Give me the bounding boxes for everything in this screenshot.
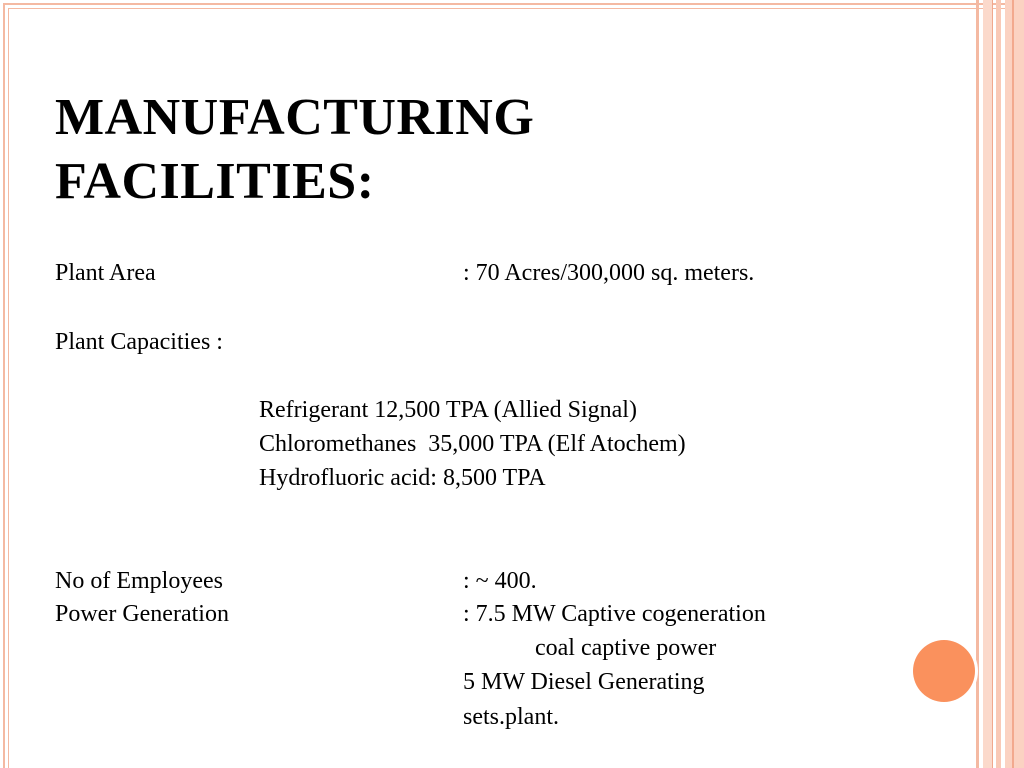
border-stripe <box>996 0 1001 768</box>
plant-area-label: Plant Area <box>55 260 156 286</box>
decorative-circle <box>913 640 975 702</box>
power-generation-value: coal captive power <box>463 635 717 661</box>
border-stripe <box>983 0 992 768</box>
border-stripe <box>1012 0 1014 768</box>
plant-capacities-label: Plant Capacities : <box>55 329 223 355</box>
border-stripe <box>992 0 993 768</box>
slide-title-line1: MANUFACTURING <box>55 89 535 146</box>
employees-label: No of Employees <box>55 568 223 594</box>
capacity-item: Hydrofluoric acid: 8,500 TPA <box>259 465 546 491</box>
power-generation-value: sets.plant. <box>463 704 559 730</box>
power-generation-value: : 7.5 MW Captive cogeneration <box>463 601 766 627</box>
power-generation-value: 5 MW Diesel Generating <box>463 669 705 695</box>
slide-title <box>55 86 534 214</box>
border-stripe <box>1005 0 1024 768</box>
border-stripe <box>976 0 979 768</box>
capacity-item: Refrigerant 12,500 TPA (Allied Signal) <box>259 397 637 423</box>
employees-value: : ~ 400. <box>463 568 537 594</box>
power-generation-label: Power Generation <box>55 601 229 627</box>
capacity-item: Chloromethanes 35,000 TPA (Elf Atochem) <box>259 431 686 457</box>
slide-title-line2: FACILITIES: <box>55 153 375 210</box>
plant-area-value: : 70 Acres/300,000 sq. meters. <box>463 260 755 286</box>
